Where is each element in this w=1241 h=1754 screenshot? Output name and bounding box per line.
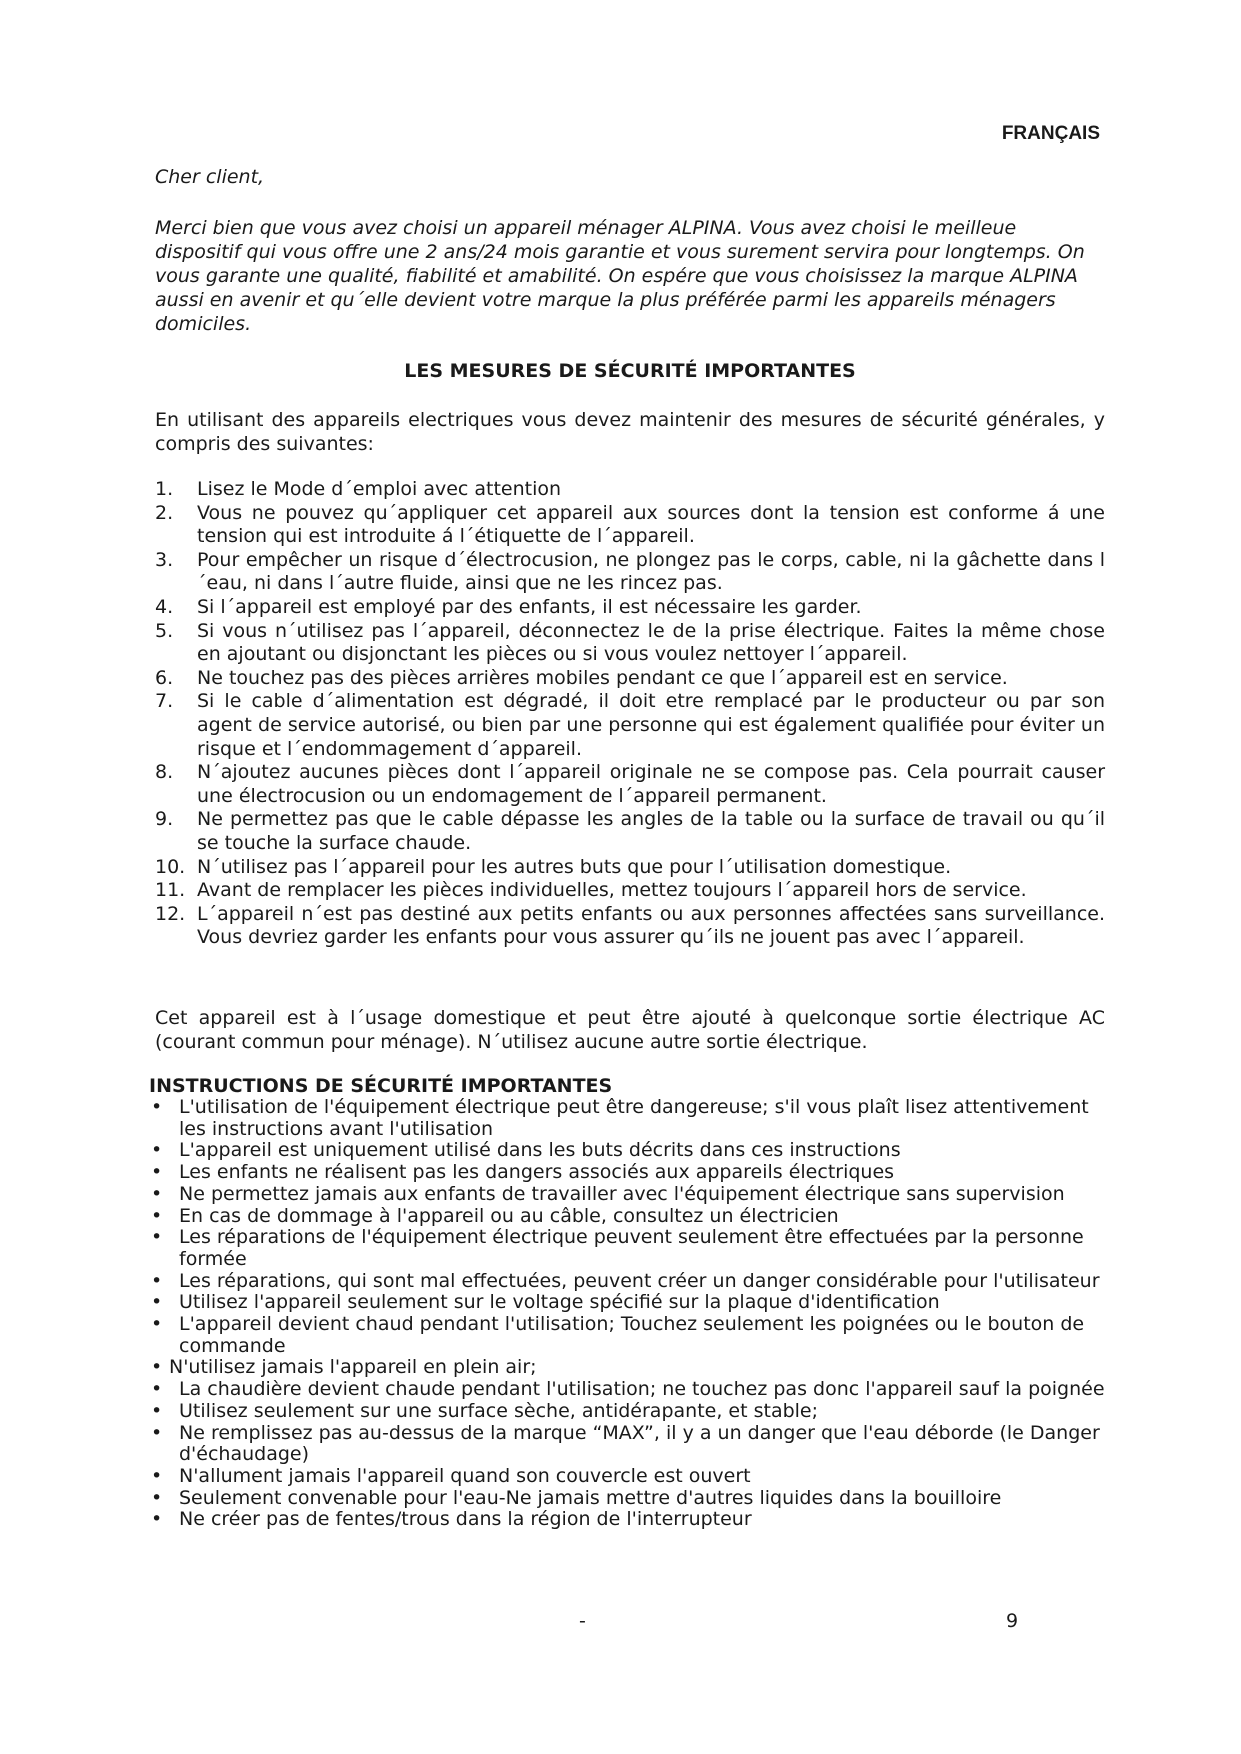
list-item (149, 1509, 1109, 1531)
bullet: • (151, 1182, 163, 1205)
list-item (149, 1488, 1109, 1510)
item-text: La chaudière devient chaude pendant l'utilisation; ne touchez pas donc l'appareil sauf la poignée (179, 1378, 1105, 1401)
list-item (155, 903, 1105, 950)
item-number: 2. (155, 501, 174, 524)
item-text: Lisez le Mode d´emploi avec attention (197, 478, 562, 500)
list-item (149, 1097, 1109, 1140)
list-item (155, 596, 1105, 620)
list-item (155, 502, 1105, 549)
bullet: • (151, 1464, 163, 1487)
list-item (155, 620, 1105, 667)
item-text: En cas de dommage à l'appareil ou au câble, consultez un électricien (179, 1204, 839, 1227)
list-item (149, 1401, 1109, 1423)
bullet: • (151, 1486, 163, 1509)
item-text: Si l´appareil est employé par des enfants, il est nécessaire les garder. (197, 595, 862, 618)
item-number: 4. (155, 595, 174, 618)
section2-title: INSTRUCTIONS DE SÉCURITÉ IMPORTANTES (149, 1075, 613, 1097)
list-item (149, 1379, 1109, 1401)
bullet: • (151, 1226, 163, 1249)
list-item (149, 1357, 1109, 1379)
section1-closing: Cet appareil est à l´usage domestique et peut être ajouté à quelconque sortie électrique AC (courant commun pour ménage). N´utilisez aucune autre sortie électrique. (155, 1007, 1105, 1053)
item-number: 7. (155, 690, 174, 713)
item-text: L'appareil devient chaud pendant l'utilisation; Touchez seulement les poignées ou le bouton de commande (179, 1313, 1085, 1357)
bullet: • (151, 1508, 163, 1531)
page-number: 9 (1006, 1610, 1019, 1632)
list-item (149, 1227, 1109, 1270)
item-text: Ne permettez pas que le cable dépasse les angles de la table ou la surface de travail ou qu´il se touche la surface chaude. (197, 808, 1105, 854)
bullet: • (151, 1356, 163, 1379)
item-number: 6. (155, 666, 174, 689)
bullet: • (151, 1291, 163, 1314)
bullet: • (151, 1204, 163, 1227)
item-text: Utilisez seulement sur une surface sèche, antidérapante, et stable; (179, 1399, 819, 1422)
item-text: Les réparations, qui sont mal effectuées, peuvent créer un danger considérable pour l'utilisateur (179, 1269, 1100, 1292)
item-text: Pour empêcher un risque d´électrocusion, ne plongez pas le corps, cable, ni la gâchette dans l´eau, ni dans l´autre fluide, ainsi que ne les rincez pas. (197, 548, 1105, 595)
item-text: L'appareil est uniquement utilisé dans les buts décrits dans ces instructions (179, 1139, 901, 1162)
footer-dash: - (579, 1610, 586, 1632)
list-item (155, 879, 1105, 903)
bullet: • (151, 1096, 163, 1118)
item-number: 12. (155, 902, 186, 925)
bullet: • (151, 1269, 163, 1292)
list-item (149, 1292, 1109, 1314)
list-item (155, 808, 1105, 855)
list-item (149, 1466, 1109, 1488)
item-number: 10. (155, 855, 186, 878)
list-item (149, 1140, 1109, 1162)
list-item (155, 549, 1105, 596)
item-text: N´utilisez pas l´appareil pour les autres buts que pour l´utilisation domestique. (197, 855, 952, 878)
item-text: Ne remplissez pas au-dessus de la marque “MAX”, il y a un danger que l'eau déborde (le Danger d'échaudage) (179, 1421, 1100, 1466)
item-text: Utilisez l'appareil seulement sur le voltage spécifié sur la plaque d'identification (179, 1291, 940, 1314)
item-number: 9. (155, 808, 174, 831)
list-item (155, 690, 1105, 761)
list-item (149, 1206, 1109, 1228)
bullet: • (151, 1378, 163, 1401)
bullet: • (151, 1399, 163, 1422)
item-number: 8. (155, 761, 174, 784)
section1-title: LES MESURES DE SÉCURITÉ IMPORTANTES (404, 360, 856, 382)
item-text: Si le cable d´alimentation est dégradé, il doit etre remplacé par le producteur ou par son agent de service autorisé, ou bien par une personne qui est également qualifiée pour éviter un risque et l´endommagement d´appareil. (197, 690, 1105, 760)
language-label: FRANÇAIS (1001, 123, 1100, 144)
intro-paragraph: Merci bien que vous avez choisi un appareil ménager ALPINA. Vous avez choisi le meilleue dispositif qui vous offre une 2 ans/24 mois garantie et vous surement servira pour longtemps. On vous garante une qualité, fiabilité et amabilité. On espére que vous choisissez la marque ALPINA aussi en avenir et qu´elle devient votre marque la plus préférée parmi les appareils ménagers domiciles. (155, 217, 1085, 335)
bullet: • (151, 1421, 163, 1444)
item-text: Ne touchez pas des pièces arrières mobiles pendant ce que l´appareil est en service. (197, 666, 1008, 689)
item-text: N´ajoutez aucunes pièces dont l´appareil originale ne se compose pas. Cela pourrait causer une électrocusion ou un endomagement de l´appareil permanent. (197, 761, 1105, 807)
item-text: N'utilisez jamais l'appareil en plein air; (169, 1356, 537, 1379)
item-text: Avant de remplacer les pièces individuelles, mettez toujours l´appareil hors de service. (197, 879, 1027, 902)
list-item (149, 1314, 1109, 1357)
list-item (149, 1423, 1109, 1466)
item-text: L´appareil n´est pas destiné aux petits enfants ou aux personnes affectées sans surveillance. Vous devriez garder les enfants pour vous assurer qu´ils ne jouent pas avec l´appareil. (197, 902, 1105, 949)
list-item (155, 761, 1105, 808)
safety-measures-list (155, 478, 1105, 950)
item-text: Si vous n´utilisez pas l´appareil, déconnectez le de la prise électrique. Faites la même chose en ajoutant ou disjonctant les pièces ou si vous voulez nettoyer l´appareil. (197, 619, 1105, 666)
item-number: 3. (155, 548, 174, 571)
list-item (149, 1184, 1109, 1206)
list-item (149, 1162, 1109, 1184)
greeting: Cher client, (155, 166, 265, 188)
item-text: Ne créer pas de fentes/trous dans la région de l'interrupteur (179, 1508, 752, 1531)
item-text: Vous ne pouvez qu´appliquer cet appareil aux sources dont la tension est conforme á une tension qui est introduite á l´étiquette de l´appareil. (197, 501, 1105, 548)
list-item (155, 478, 1105, 502)
bullet: • (151, 1161, 163, 1184)
item-text: Seulement convenable pour l'eau-Ne jamais mettre d'autres liquides dans la bouilloire (179, 1486, 1002, 1509)
item-text: Ne permettez jamais aux enfants de travailler avec l'équipement électrique sans supervision (179, 1182, 1065, 1205)
item-number: 11. (155, 879, 186, 902)
list-item (149, 1271, 1109, 1293)
item-number: 1. (155, 478, 174, 500)
bullet: • (151, 1313, 163, 1336)
safety-instructions-list (149, 1097, 1109, 1531)
item-text: L'utilisation de l'équipement électrique peut être dangereuse; s'il vous plaît lisez attentivement les instructions avant l'utilisation (179, 1096, 1089, 1140)
item-number: 5. (155, 619, 174, 642)
item-text: Les réparations de l'équipement électrique peuvent seulement être effectuées par la personne formée (179, 1226, 1084, 1270)
section1-lead: En utilisant des appareils electriques vous devez maintenir des mesures de sécurité générales, y compris des suivantes: (155, 409, 1105, 455)
list-item (155, 667, 1105, 691)
bullet: • (151, 1139, 163, 1162)
item-text: Les enfants ne réalisent pas les dangers associés aux appareils électriques (179, 1161, 895, 1184)
list-item (155, 856, 1105, 880)
item-text: N'allument jamais l'appareil quand son couvercle est ouvert (179, 1464, 751, 1487)
